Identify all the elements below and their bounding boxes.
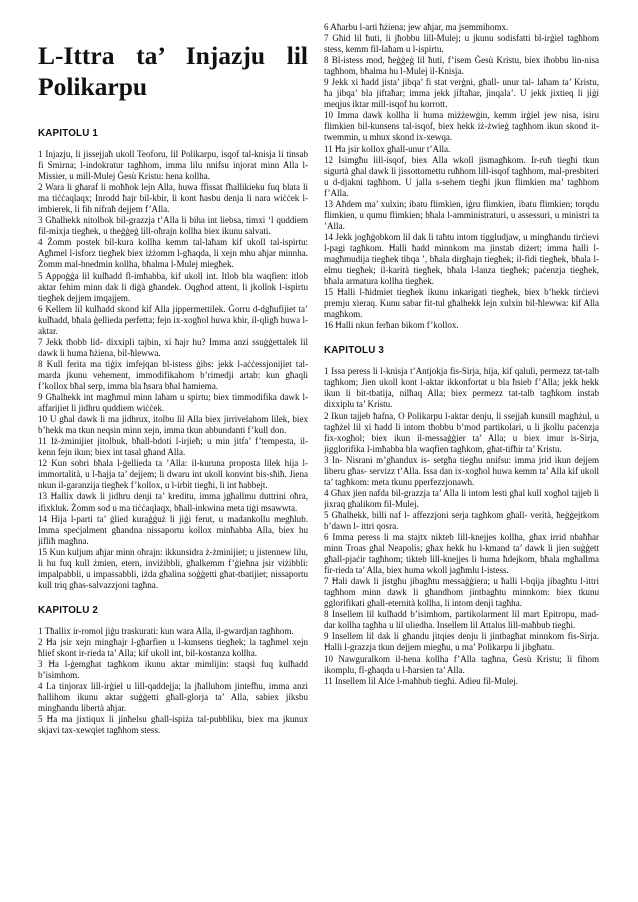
verse: 1 Injazju, li jissejjaħ ukoll Teoforu, lil Polikarpu, isqof tal-knisja li tinsab fi Smirna; l-indokratur tagħhom, imma lilu nnifsu injorat minn Alla l-Missier, u mill-Mulej Ġesù Kristu: hena kollha. [38, 149, 308, 182]
verse: 5 Għalhekk, billi naf l- affezzjoni serja tagħkom għall- verità, ħeġġejtkom b’dawn l- ittri qosra. [324, 509, 599, 531]
left-column [38, 22, 308, 892]
document-title: L-Ittra ta’ Injazju lil Polikarpu [38, 41, 308, 101]
verse: 2 Ħa jsir xejn mingħajr l-għarfien u l-kunsens tiegħek; la tagħmel xejn ħlief skont ir-rieda ta’ Alla; kif ukoll int, bil-kostanza kollha. [38, 636, 308, 658]
verse: 3 Ħa l-ġemgħat tagħkom ikunu aktar mimlijin: staqsi fuq kulħadd b’isimhom. [38, 659, 308, 681]
verse: 5 Appoġġa lil kulħadd fl-imħabba, kif ukoll int. Itlob bla waqfien: itlob aktar fehim minn dak li diġà għandek. Oqgħod attent, li jkollok l-ispirtu tiegħek dejjem imqajjem. [38, 270, 308, 303]
verse: 10 U għal dawk li ma jidhrux, itolbu lil Alla biex jirrivelahom lilek, biex b’hekk ma tkun neqsin minn xejn, imma tkun abbundanti f’kull don. [38, 414, 308, 436]
verse: 9 Insellem lil dak li għandu jitqies denju li jintbagħat minnkom fis-Sirja. Ħalli l-grazzja tkun dejjem miegħu, u ma’ Polikarpu li jibgħatu. [324, 631, 599, 653]
verse: 12 Isimgħu lill-isqof, biex Alla wkoll jismagħkom. Ir-ruħ tiegħi tkun sigurtà għal dawk li jissottomettu ruħhom lill-isqof tagħhom, mal-presbiteri u d-djakni tagħhom. U jalla s-sehem tiegħi jkun flimkien ma’ tagħhom f’Alla. [324, 154, 599, 198]
verse: 3 In- Nisrani m’għandux is- setgħa tiegħu nnifsu: imma jrid ikun dejjem liberu għas- servizz t’Alla. Issa dan ix-xogħol huwa kemm ta’ Alla kif ukoll ta’ tagħkom: meta tkunu pperfezzjonawh. [324, 454, 599, 487]
chapter-1-heading: KAPITOLU 1 [38, 128, 99, 139]
verse: 8 Bl-istess mod, ħeġġeġ lil ħuti, f’isem Ġesù Kristu, biex iħobbu lin-nisa tagħhom, bħalma hu l-Mulej il-Knisja. [324, 55, 599, 77]
verse: 13 Ħallix dawk li jidhru denji ta’ kreditu, imma jgħallmu duttrini oħra, ifixkluk. Żomm sod u ma tiċċaqlaqx, bħall-inkwina meta tiġi msawwta. [38, 491, 308, 513]
verse: 14 Hija l-parti ta’ ġlied kuraġġuż li jiġi ferut, u madankollu megħlub. Imma speċjalment għandna nissaportu kollox minħabba Alla, biex hu jifliħ magħna. [38, 513, 308, 546]
verse: 5 Ħa ma jixtiqux li jinħelsu għall-ispiża tal-pubbliku, biex ma jkunux skjavi tax-xewqiet tagħhom stess. [38, 714, 308, 736]
verse: 7 Ħali dawk li jistgħu jibagħtu messaġġiera; u ħalli l-bqija jibagħtu l-ittri tagħhom minn dawk li għandhom jintbagħtu minnkom: biex tkunu gglorifikati għall-eternità kollha, li intom denji tagħha. [324, 576, 599, 609]
verse: 10 Imma dawk kollha li huma miżżewġin, kemm irġiel jew nisa, isiru flimkien bil-kunsens tal-isqof, biex hekk iż-żwieġ tagħhom ikun skond it-twemmin, u mhux skond ix-xewqa. [324, 110, 599, 143]
verse: 1 Issa peress li l-knisja t’Antjokja fis-Sirja, hija, kif qaluli, permezz tat-talb tagħkom; Jien ukoll kont l-aktar ikkonfortat u bla ħsieb f’Alla; jekk hekk ikun li bit-tbatija, nilħaq Alla; biex permezz tat-talb tagħkom instab dixxiplu ta’ Kristu. [324, 366, 599, 410]
verse: 13 Aħdem ma’ xulxin; ibatu flimkien, iġru flimkien, ibatu flimkien; torqdu flimkien, u qumu flimkien; bħala l-amministraturi, u assessuri, u ministri ta ’Alla. [324, 198, 599, 231]
verse: 7 Għid lil ħuti, li jħobbu lill-Mulej; u jkunu sodisfatti bl-irġiel tagħhom stess, kemm fil-laħam u l-ispirtu. [324, 33, 599, 55]
verse: 8 Insellem lil kulħadd b’isimhom, partikolarment lil mart Epitropu, mad-dar kollha tagħha u lil uliedha. Insellem lil Attalus lill-maħbub tiegħi. [324, 609, 599, 631]
verse: 15 Ħalli l-ħidmiet tiegħek ikunu inkarigati tiegħek, biex b’hekk tirċievi premju xieraq. Kunu sabar fit-tul għalhekk lejn xulxin bil-ħlewwa: kif Alla magħkom. [324, 287, 599, 320]
chapter-1-verses [38, 149, 308, 591]
verse: 12 Kun sobri bħala l-ġellieda ta ’Alla: il-kuruna proposta lilek hija l-immortalità, u l-ħajja ta’ dejjem; li dwaru int ukoll konvint bis-sħiħ. Jiena nkun il-garanzija tiegħek f’kollox, u l-irbit tiegħi, li int ħabbejt. [38, 458, 308, 491]
verse: 4 La tinjorax lill-irġiel u lill-qaddejja; la jħalluhom jintefħu, imma anzi ħallihom ikunu aktar suġġetti għall-glorja ta’ Alla, sabiex jiksbu mingħandu libertà aħjar. [38, 681, 308, 714]
verse: 9 Għalhekk int magħmul minn laħam u spirtu; biex timmodifika dawk l-affarijiet li jidhru quddiem wiċċek. [38, 392, 308, 414]
verse: 7 Jekk tħobb lid- dixxipli tajbin, xi ħajr hu? Imma anzi ssuġġettalek lil dawk li huma ħżiena, bil-ħlewwa. [38, 336, 308, 358]
verse: 11 Iż-żminijiet jitolbuk, bħall-bdoti l-irjieħ; u min jitfa’ f’tempesta, il-kenn fejn ikun; biex int tasal għand Alla. [38, 436, 308, 458]
verse: 2 Ikun tajjeb ħafna, O Polikarpu l-aktar denju, li ssejjaħ kunsill magħżul, u tagħżel lil xi ħadd li intom tħobbu b’mod partikolari, u li jkollu paċenzja fix-xogħol; biex ikun il-messaġġier ta’ Alla; u biex imur is-Sirja, jigglorifika l-imħabba bla waqfien tagħkom, għat-tifħir ta’ Kristu. [324, 410, 599, 454]
verse: 15 Kun kuljum aħjar minn oħrajn: ikkunsidra ż-żminijiet; u jistennew lilu, li hu fuq kull żmien, etern, inviżibbli, għalkemm f’ġieħna jsir viżibbli: impalpabbli, u impassabbli, iżda għalina soġġetti għat-tbatijiet; nissaportu kull triq għas-salvazzjoni tagħna. [38, 546, 308, 590]
chapter-3-verses [324, 366, 599, 686]
verse: 16 Ħalli nkun ferħan bikom f’kollox. [324, 320, 459, 331]
verse: 10 Nawguralkom il-hena kollha f’Alla tagħna, Ġesù Kristu; li fihom ikomplu, fl-għaqda u l-ħarsien ta’ Alla. [324, 653, 599, 675]
verse: 6 Kellem lil kulħadd skond kif Alla jippermettilek. Ġorru d-dgħufijiet ta’ kulħadd, bħala ġellieda perfetta; fejn ix-xogħol huwa kbir, il-qligħ huwa l-aktar. [38, 303, 308, 336]
verse: 11 Ħa jsir kollox għall-unur t’Alla. [324, 143, 451, 154]
verse: 11 Insellem lil Alċe l-maħbub tiegħi. Adieu fil-Mulej. [324, 675, 518, 686]
verse: 3 Għalhekk nitolbok bil-grazzja t’Alla li biha int liebsa, timxi ‘l quddiem fil-mixja tiegħek, u theġġeġ lill-oħrajn kollha biex ikunu salvati. [38, 215, 308, 237]
right-column [324, 22, 599, 892]
verse: 6 Imma peress li ma stajtx nikteb lill-knejjes kollha, għax irrid nbaħħar minn Troas għal Neapolis; għax hekk hu l-kmand ta’ dawk li jien suġġett għall-pjaċir tagħhom; tikteb lill-knejjes li huma ħdejkom, bħala mgħallma fir-rieda ta’ Alla, biex huma wkoll jagħmlu l-istess. [324, 532, 599, 576]
chapter-2-heading: KAPITOLU 2 [38, 604, 99, 616]
verse: 4 Għax jien nafda bil-grazzja ta’ Alla li intom lesti għal kull xogħol tajjeb li jixraq għalikom fil-Mulej. [324, 487, 599, 509]
verse: 14 Jekk jogħġobkom lil dak li taħtu intom tiggludjaw, u mingħandu tirċievi l-pagi tagħkom. Ħalli ħadd minnkom ma jinstab diżert; imma ħalli l-magħmudija tiegħek tibqa ’, bħala dirgħajn tiegħek; il-fidi tiegħek, bħala l-elmu tiegħek; il-karità tiegħek, bħala l-lanza tiegħek; paċenzja tiegħek, bħala armatura kollha tiegħek. [324, 231, 599, 287]
verse: 9 Jekk xi ħadd jista’ jibqa’ fi stat verġni, għall- unur tal- laħam ta’ Kristu, ħa jibqa’ bla jiftaħar; imma jekk jiftaħar, jinqala’. U jekk jixtieq li jiġi meqjus iktar mill-isqof hu korrott. [324, 77, 599, 110]
verse: 6 Aħarbu l-arti ħżiena; jew aħjar, ma jsemmihomx. [324, 22, 509, 32]
chapter-3-heading: KAPITOLU 3 [324, 345, 385, 357]
chapter-2-verses [38, 626, 308, 736]
chapter-2-continued-verses [324, 22, 599, 331]
verse: 2 Wara li għaraf li moħħok lejn Alla, huwa ffissat fħallikieku fuq blata li ma tiċċaqlaqx; Inrodd ħajr bil-kbir, li kont ħasbu denja li nara wiċċek l-imbierek, li fih nifraħ dejjem f’Alla. [38, 182, 308, 215]
verse: 4 Żomm postek bil-kura kollha kemm tal-laħam kif ukoll tal-ispirtu: Agħmel l-isforz tiegħek biex iżżomm l-għaqda, li xejn mhu aħjar minnha. Żomm mal-bnedmin kollha, bħalma l-Mulej miegħek. [38, 237, 308, 270]
verse: 1 Tħallix ir-romol jiġu traskurati: kun wara Alla, il-gwardjan tagħhom. [38, 625, 294, 636]
verse: 8 Kull ferita ma tiġix imfejqan bl-istess ġibs: jekk l-aċċessjonijiet tal-marda jkunu vehement, immodifikahom b’rimedji artab: kun għaqli f’kollox bħal serp, imma bla ħsara bħal ħamiema. [38, 358, 308, 391]
